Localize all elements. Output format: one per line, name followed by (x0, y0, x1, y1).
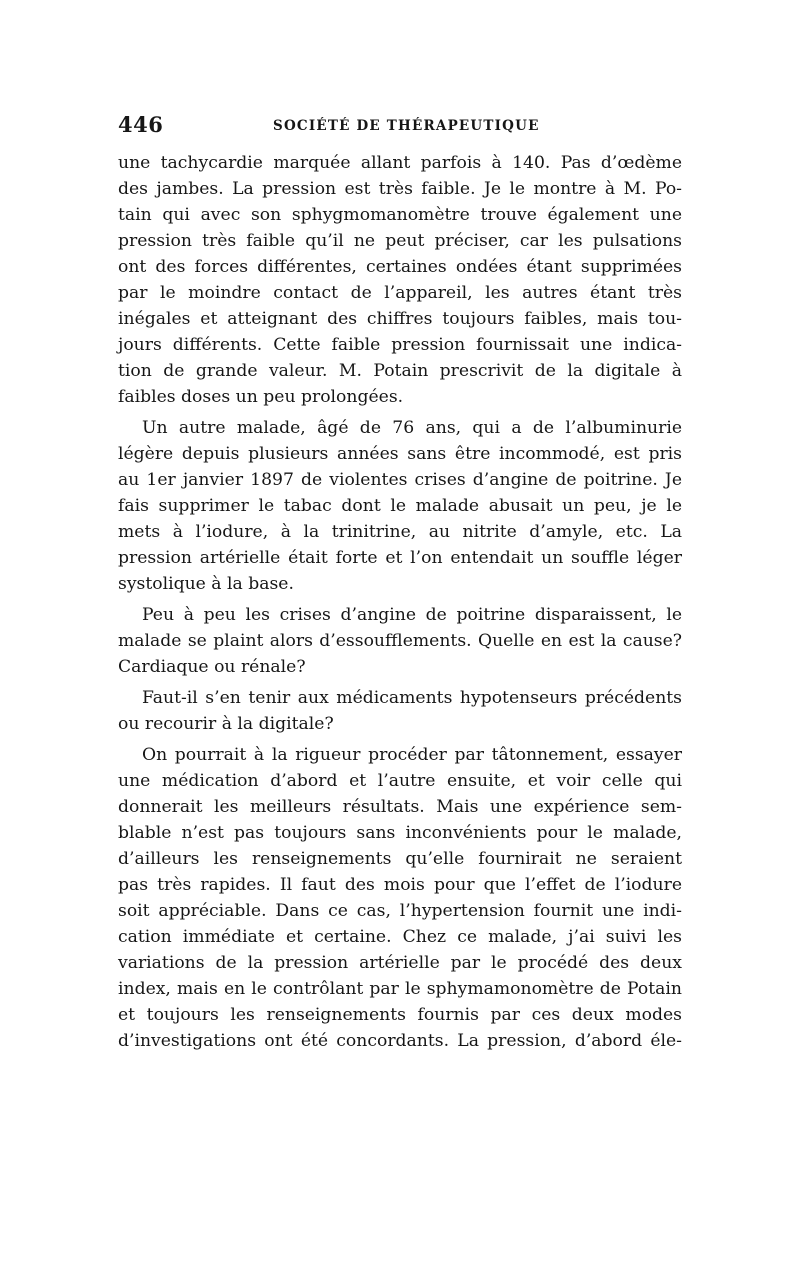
text-line: par le moindre contact de l’appareil, les autres étant très (118, 283, 682, 303)
text-line: tion de grande valeur. M. Potain prescrivit de la digitale à (118, 361, 682, 381)
text-line: inégales et atteignant des chiffres toujours faibles, mais tou- (118, 309, 682, 329)
text-line: légère depuis plusieurs années sans être incommodé, est pris (118, 444, 682, 464)
running-head (118, 112, 682, 140)
text-line: pression artérielle était forte et l’on entendait un souffle léger (118, 548, 682, 568)
text-line: pas très rapides. Il faut des mois pour que l’effet de l’iodure (118, 875, 682, 895)
text-line: Faut-il s’en tenir aux médicaments hypotenseurs précédents (142, 688, 682, 708)
text-line: une tachycardie marquée allant parfois à 140. Pas d’œdème (118, 153, 682, 173)
text-line: malade se plaint alors d’essoufflements. Quelle en est la cause? (118, 631, 682, 651)
text-line: variations de la pression artérielle par le procédé des deux (118, 953, 682, 973)
text-line: index, mais en le contrôlant par le sphymamonomètre de Potain (118, 979, 682, 999)
paragraph-5 (118, 742, 682, 1054)
text-line: ont des forces différentes, certaines ondées étant supprimées (118, 257, 682, 277)
text-line: ou recourir à la digitale? (118, 714, 334, 734)
text-line: soit appréciable. Dans ce cas, l’hypertension fournit une indi- (118, 901, 682, 921)
text-line: On pourrait à la rigueur procéder par tâtonnement, essayer (142, 745, 682, 765)
paragraph-3 (118, 602, 682, 680)
body-text (118, 150, 682, 1054)
text-line: des jambes. La pression est très faible. Je le montre à M. Po- (118, 179, 682, 199)
text-line: d’ailleurs les renseignements qu’elle fournirait ne seraient (118, 849, 682, 869)
text-line: d’investigations ont été concordants. La pression, d’abord éle- (118, 1031, 682, 1051)
text-line: mets à l’iodure, à la trinitrine, au nitrite d’amyle, etc. La (118, 522, 682, 542)
text-line: systolique à la base. (118, 574, 294, 594)
paragraph-1 (118, 150, 682, 410)
page-number: 446 (118, 112, 164, 137)
text-line: une médication d’abord et l’autre ensuite, et voir celle qui (118, 771, 682, 791)
text-line: Cardiaque ou rénale? (118, 657, 306, 677)
text-line: jours différents. Cette faible pression fournissait une indica- (118, 335, 682, 355)
text-line: au 1er janvier 1897 de violentes crises d’angine de poitrine. Je (118, 470, 682, 490)
text-line: donnerait les meilleurs résultats. Mais une expérience sem- (118, 797, 682, 817)
text-line: Un autre malade, âgé de 76 ans, qui a de l’albuminurie (142, 418, 682, 438)
text-line: tain qui avec son sphygmomanomètre trouve également une (118, 205, 682, 225)
paragraph-2 (118, 415, 682, 597)
running-title: SOCIÉTÉ DE THÉRAPEUTIQUE (273, 118, 540, 134)
text-line: Peu à peu les crises d’angine de poitrine disparaissent, le (142, 605, 682, 625)
text-line: pression très faible qu’il ne peut préciser, car les pulsations (118, 231, 682, 251)
text-line: blable n’est pas toujours sans inconvénients pour le malade, (118, 823, 682, 843)
text-line: cation immédiate et certaine. Chez ce malade, j’ai suivi les (118, 927, 682, 947)
text-line: fais supprimer le tabac dont le malade abusait un peu, je le (118, 496, 682, 516)
text-line: et toujours les renseignements fournis par ces deux modes (118, 1005, 682, 1025)
text-line: faibles doses un peu prolongées. (118, 387, 404, 407)
paragraph-4 (118, 685, 682, 737)
